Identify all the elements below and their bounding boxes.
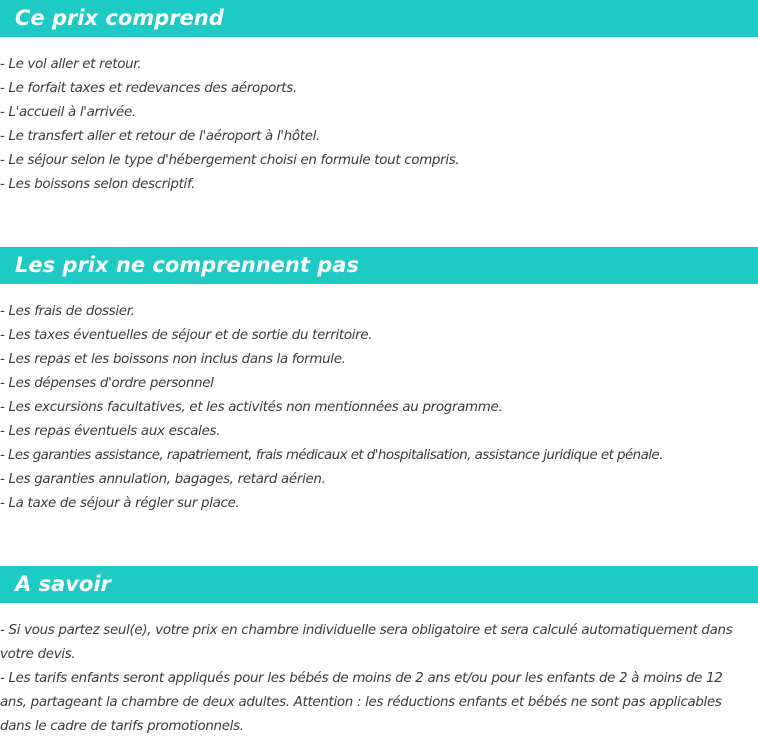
list-item: - Les boissons selon descriptif. (0, 177, 196, 192)
list-item: - Les tarifs enfants seront appliqués pour les bébés de moins de 2 ans et/ou pour les enfants de 2 à moins de 12 ans, partageant la chambre de deux adultes. Attention : les réductions enfants et bébés ne sont pas applicables dans le cadre de tarifs promotionnels. (0, 671, 723, 734)
list-item: - Les taxes éventuelles de séjour et de sortie du territoire. (0, 328, 373, 343)
section-title-price-includes: Ce prix comprend (0, 0, 758, 37)
section-title-price-excludes: Les prix ne comprennent pas (0, 247, 758, 284)
list-item: - La taxe de séjour à régler sur place. (0, 496, 240, 511)
list-item: - Le séjour selon le type d'hébergement choisi en formule tout compris. (0, 153, 460, 168)
section-title-good-to-know: A savoir (0, 566, 758, 603)
list-item: - Les frais de dossier. (0, 304, 135, 319)
price-excludes-list (0, 300, 663, 516)
list-item: - Si vous partez seul(e), votre prix en chambre individuelle sera obligatoire et sera calculé automatiquement dans votre devis. (0, 623, 733, 662)
list-item: - Les garanties annulation, bagages, retard aérien. (0, 472, 326, 487)
list-item: - Les dépenses d'ordre personnel (0, 376, 214, 391)
list-item: - Les excursions facultatives, et les activités non mentionnées au programme. (0, 400, 503, 415)
list-item: - Le vol aller et retour. (0, 57, 142, 72)
list-item: - Les repas éventuels aux escales. (0, 424, 221, 439)
list-item: - L'accueil à l'arrivée. (0, 105, 136, 120)
price-includes-list (0, 53, 459, 197)
list-item: - Les repas et les boissons non inclus dans la formule. (0, 352, 346, 367)
list-item: - Le forfait taxes et redevances des aéroports. (0, 81, 297, 96)
good-to-know-list (0, 619, 752, 739)
list-item: - Le transfert aller et retour de l'aéroport à l'hôtel. (0, 129, 321, 144)
list-item: - Les garanties assistance, rapatriement, frais médicaux et d'hospitalisation, assistance juridique et pénale. (0, 448, 663, 463)
